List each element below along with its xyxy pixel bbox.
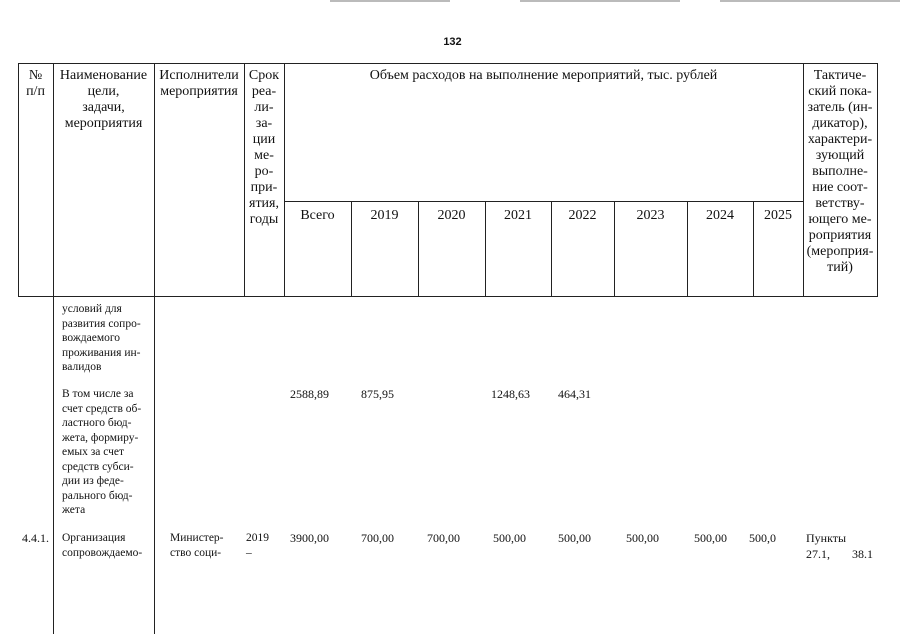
- row-441-number: 4.4.1.: [22, 531, 49, 545]
- header-year-2021: 2021: [504, 208, 532, 223]
- header-name: Наименование цели, задачи, мероприятия: [59, 68, 148, 131]
- header-term: Срок реа- ли- за- ции ме- ро- при- ятия, годы: [248, 68, 280, 227]
- row-funding-2021: 1248,63: [491, 387, 530, 401]
- row-441-2023: 500,00: [626, 531, 659, 545]
- row-name-continuation: условий для развития сопро- вождаемого проживания ин- валидов: [62, 303, 141, 373]
- header-executors: Исполнители мероприятия: [159, 68, 239, 99]
- row-441-indicator-b: 27.1,: [806, 547, 830, 561]
- row-441-2022: 500,00: [558, 531, 591, 545]
- row-441-2025: 500,0: [749, 531, 776, 545]
- header-year-2025: 2025: [764, 208, 792, 223]
- header-year-2023: 2023: [636, 208, 665, 223]
- scan-artifact: [520, 0, 680, 2]
- header-year-2022: 2022: [568, 208, 597, 223]
- row-441-2021: 500,00: [493, 531, 526, 545]
- row-name-funding: В том числе за счет средств об- ластного бюд- жета, формиру- емых за счет средств субси- дии из феде- рального бюд- жета: [62, 388, 142, 516]
- row-441-indicator-a: Пункты: [806, 531, 847, 545]
- header-year-2019: 2019: [370, 208, 399, 223]
- row-funding-total: 2588,89: [290, 387, 329, 401]
- row-441-name: Организация сопровождаемо-: [62, 532, 143, 559]
- scan-artifact: [330, 0, 450, 2]
- row-funding-2019: 875,95: [361, 387, 394, 401]
- row-441-2024: 500,00: [694, 531, 727, 545]
- row-441-total: 3900,00: [290, 531, 329, 545]
- header-year-2024: 2024: [706, 208, 734, 223]
- row-441-term: 2019 –: [246, 532, 269, 559]
- row-441-executor: Министер- ство соци-: [170, 532, 224, 559]
- row-441-2019: 700,00: [361, 531, 394, 545]
- header-expense: Объем расходов на выполнение мероприятий, тыс. рублей: [369, 68, 718, 83]
- header-year-2020: 2020: [437, 208, 466, 223]
- row-funding-2022: 464,31: [558, 387, 591, 401]
- header-total: Всего: [300, 208, 335, 223]
- header-indicator: Тактиче- ский пока- затель (ин- дикатор), характери- зующий выполне- ние соот- ветству- ющего ме- роприятия (мероприя- тий): [806, 68, 874, 275]
- row-441-2020: 700,00: [427, 531, 460, 545]
- row-441-indicator-c: 38.1: [852, 547, 873, 561]
- page-number: 132: [443, 36, 462, 48]
- scan-artifact: [720, 0, 900, 2]
- header-number: № п/п: [26, 68, 45, 99]
